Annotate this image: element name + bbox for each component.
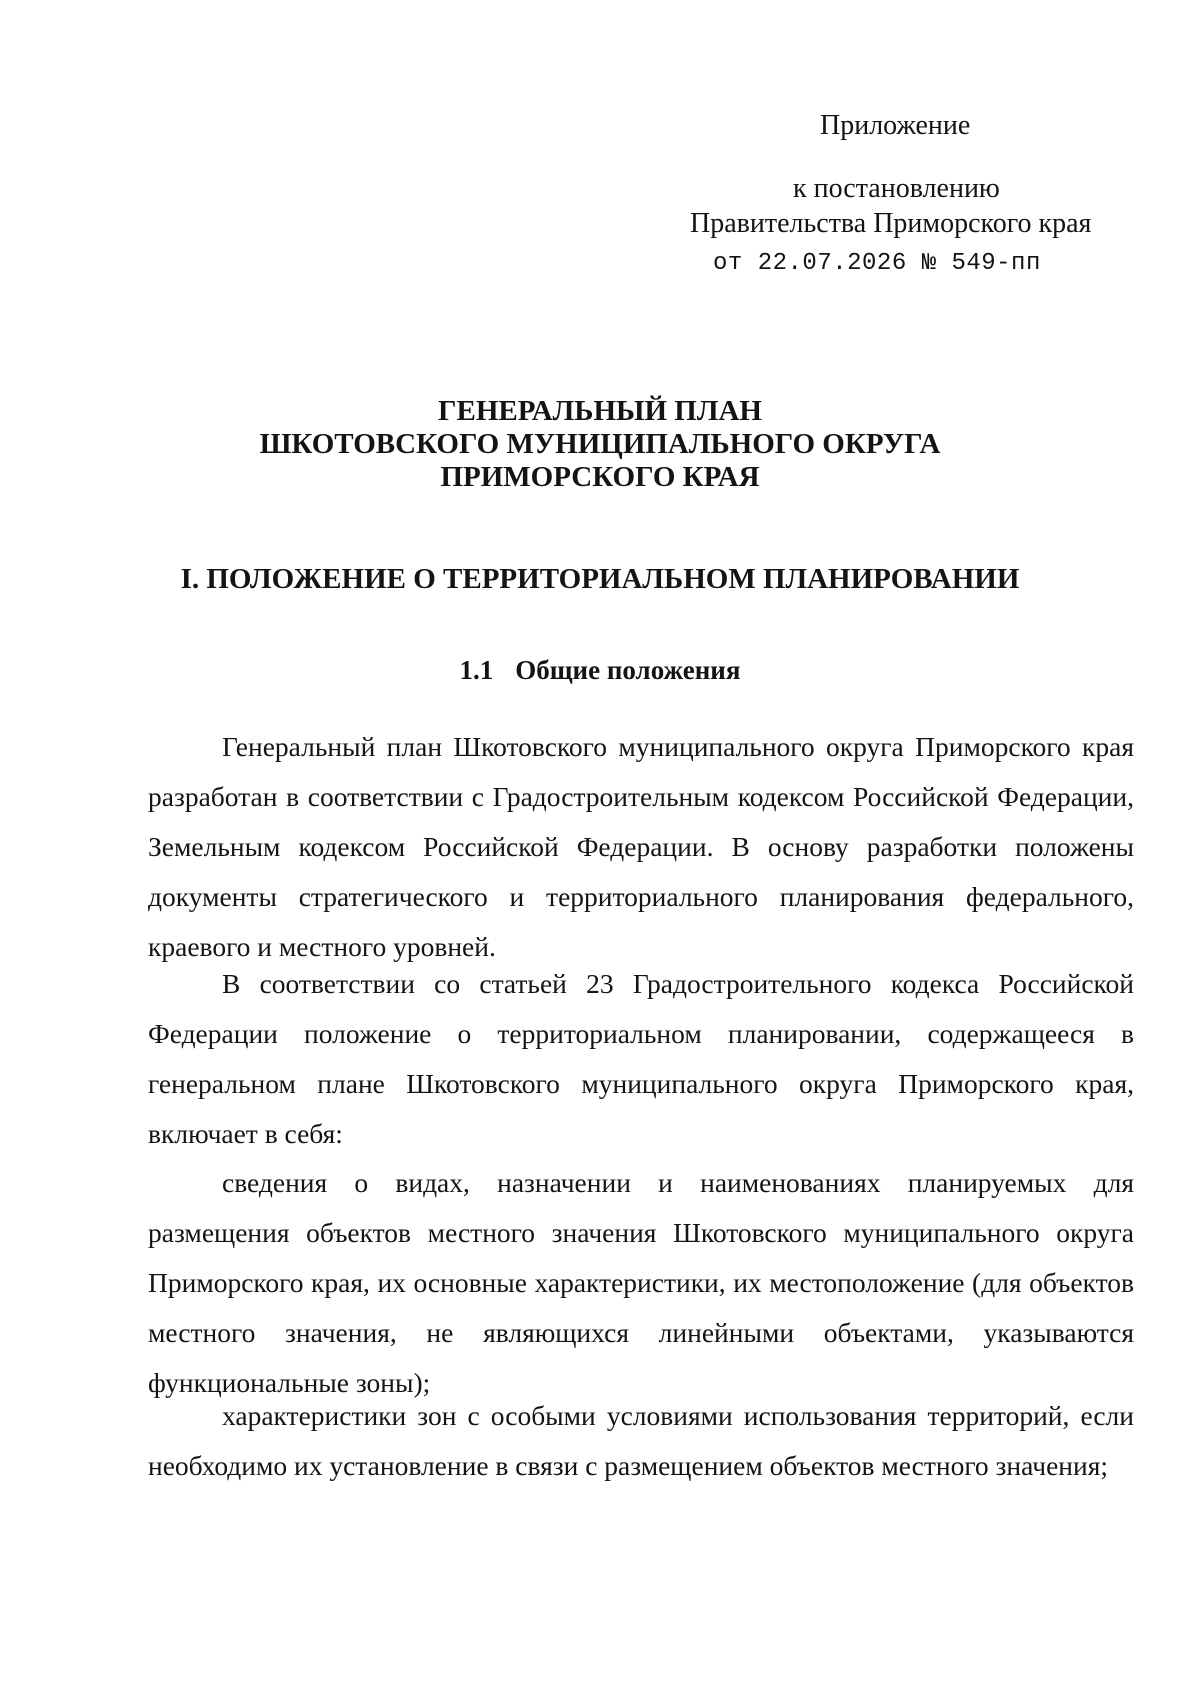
paragraph-text: Генеральный план Шкотовского муниципального округа Приморского края разработан в соответствии с Градостроительным кодексом Российской Федерации, Земельным кодексом Российской Федерации. В основу разработки положены документы стратегического и территориального планирования федерального, краевого и местного уровней. <box>148 731 1134 962</box>
document-title-line-3: ПРИМОРСКОГО КРАЯ <box>440 461 760 493</box>
resolution-label: к постановлению <box>793 173 1000 204</box>
document-title-line-2: ШКОТОВСКОГО МУНИЦИПАЛЬНОГО ОКРУГА <box>259 428 941 460</box>
paragraph-text: В соответствии со статьей 23 Градостроительного кодекса Российской Федерации положение о территориальном планировании, содержащееся в генеральном плане Шкотовского муниципального округа Приморского края, включает в себя: <box>148 968 1134 1149</box>
subsection-title: Общие положения <box>515 655 741 685</box>
appendix-label: Приложение <box>820 110 971 141</box>
resolution-date-number: от 22.07.2026 № 549-пп <box>713 250 1041 277</box>
paragraph-text: сведения о видах, назначении и наименованиях планируемых для размещения объектов местного значения Шкотовского муниципального округа Приморского края, их основные характеристики, их местоположение (для объектов местного значения, не являющихся линейными объектами, указываются функциональные зоны); <box>148 1167 1134 1398</box>
government-label: Правительства Приморского края <box>690 208 1092 239</box>
body-paragraph-1 <box>148 722 1134 972</box>
document-title-line-1: ГЕНЕРАЛЬНЫЙ ПЛАН <box>438 395 762 427</box>
subsection-heading <box>0 655 1200 686</box>
body-paragraph-2 <box>148 959 1134 1159</box>
section-heading: I. ПОЛОЖЕНИЕ О ТЕРРИТОРИАЛЬНОМ ПЛАНИРОВАНИИ <box>180 563 1020 595</box>
body-paragraph-3 <box>148 1158 1134 1408</box>
body-paragraph-4 <box>148 1391 1134 1491</box>
paragraph-text: характеристики зон с особыми условиями использования территорий, если необходимо их установление в связи с размещением объектов местного значения; <box>148 1400 1134 1481</box>
subsection-number: 1.1 <box>459 655 494 685</box>
